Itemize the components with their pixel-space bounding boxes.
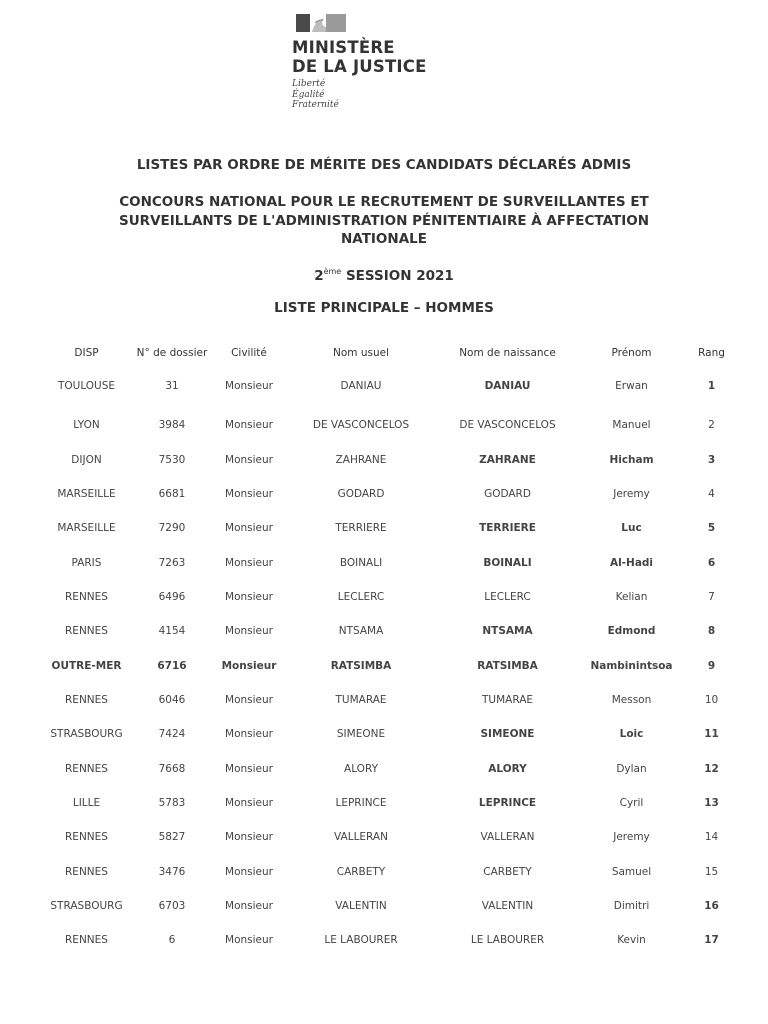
table-row [40,648,740,682]
cell-prenom: Nambinintsoa [590,659,673,672]
cell-rang: 17 [704,934,719,947]
cell-disp: MARSEILLE [57,487,116,500]
cell-nom-usuel: ZAHRANE [335,453,387,466]
document-title: LISTES PAR ORDRE DE MÉRITE DES CANDIDATS DÉCLARÉS ADMIS [136,157,632,173]
cell-dossier: 6716 [157,659,187,672]
motto-liberte: Liberté [292,79,326,89]
cell-civilite: Monsieur [225,796,273,809]
cell-rang: 11 [704,728,719,741]
cell-rang: 10 [704,693,719,706]
cell-rang: 8 [707,625,716,638]
cell-civilite: Monsieur [225,762,273,775]
table-row [40,751,740,785]
cell-dossier: 6 [168,934,176,947]
cell-dossier: 6681 [158,487,186,500]
cell-civilite: Monsieur [225,934,273,947]
col-header-prenom: Prénom [611,347,652,359]
cell-rang: 13 [704,796,719,809]
cell-dossier: 6496 [158,590,186,603]
cell-disp: RENNES [65,590,108,603]
cell-civilite: Monsieur [225,625,273,638]
cell-nom-naissance: CARBETY [483,865,532,878]
cell-civilite: Monsieur [221,659,277,672]
cell-civilite: Monsieur [225,865,273,878]
cell-nom-usuel: LE LABOURER [324,934,398,947]
cell-civilite: Monsieur [225,831,273,844]
marianne-logo-icon [296,14,348,36]
cell-rang: 14 [704,831,719,844]
cell-prenom: Al-Hadi [609,556,654,569]
cell-disp: PARIS [71,556,102,569]
cell-civilite: Monsieur [225,453,273,466]
cell-nom-usuel: TERRIERE [335,522,387,535]
cell-civilite: Monsieur [225,522,273,535]
cell-dossier: 7424 [158,728,186,741]
cell-disp: RENNES [65,934,108,947]
table-row [40,683,740,717]
cell-rang: 1 [707,380,716,392]
col-header-nom-usuel: Nom usuel [332,347,389,359]
cell-rang: 12 [704,762,719,775]
cell-nom-naissance: LE LABOURER [470,934,545,947]
cell-disp: RENNES [65,762,108,775]
session-title [0,263,768,286]
table-row [40,854,740,888]
cell-nom-naissance: DANIAU [484,380,531,392]
table-row [40,442,740,476]
cell-prenom: Jeremy [613,831,650,844]
cell-prenom: Kelian [615,590,648,603]
cell-disp: MARSEILLE [57,522,116,535]
table-row [40,511,740,545]
cell-prenom: Luc [621,522,642,535]
cell-prenom: Cyril [619,796,644,809]
cell-disp: RENNES [65,625,108,638]
cell-disp: STRASBOURG [50,728,123,741]
cell-nom-naissance: ZAHRANE [479,453,536,466]
cell-civilite: Monsieur [225,590,273,603]
cell-nom-naissance: BOINALI [483,556,532,569]
cell-nom-naissance: GODARD [484,487,531,500]
cell-prenom: Samuel [611,865,652,878]
col-header-dossier: N° de dossier [136,347,208,359]
cell-dossier: 5783 [158,796,186,809]
cell-disp: LILLE [72,796,101,809]
cell-civilite: Monsieur [225,728,273,741]
cell-dossier: 3476 [158,865,186,878]
cell-rang: 7 [708,590,715,603]
cell-nom-usuel: LECLERC [337,590,385,603]
cell-dossier: 3984 [158,419,186,432]
cell-nom-usuel: RATSIMBA [330,659,392,672]
competition-title: CONCOURS NATIONAL POUR LE RECRUTEMENT DE SURVEILLANTES ET SURVEILLANTS DE L'ADMINISTRATION PÉNITENTIAIRE À AFFECTATION NATIONALE [118,194,649,247]
cell-prenom: Messon [611,693,652,706]
list-title: LISTE PRINCIPALE – HOMMES [274,300,494,316]
cell-nom-usuel: TUMARAE [335,693,387,706]
col-header-disp: DISP [74,347,99,359]
cell-nom-naissance: VALENTIN [481,899,534,912]
cell-nom-usuel: DANIAU [340,380,382,392]
cell-nom-usuel: VALLERAN [334,831,388,844]
cell-rang: 4 [708,487,715,500]
cell-civilite: Monsieur [225,693,273,706]
cell-nom-usuel: GODARD [337,487,385,500]
cell-disp: OUTRE-MER [51,659,122,672]
cell-prenom: Dylan [616,762,647,775]
cell-nom-naissance: TERRIERE [479,522,536,535]
cell-nom-usuel: BOINALI [339,556,383,569]
cell-disp: TOULOUSE [57,380,116,392]
table-row [40,408,740,442]
cell-dossier: 6703 [158,899,186,912]
session-number: 2 [314,268,324,284]
cell-nom-usuel: NTSAMA [338,625,384,638]
cell-dossier: 6046 [158,693,186,706]
cell-nom-usuel: ALORY [344,762,378,775]
cell-prenom: Edmond [607,625,656,638]
cell-prenom: Loic [619,728,644,741]
cell-dossier: 7530 [158,453,186,466]
cell-nom-naissance: LECLERC [484,590,531,603]
cell-nom-usuel: CARBETY [336,865,386,878]
cell-disp: RENNES [65,831,108,844]
cell-dossier: 31 [165,380,179,392]
cell-disp: LYON [73,419,100,432]
cell-prenom: Dimitri [613,899,650,912]
ministry-logo [292,14,452,111]
table-row [40,923,740,957]
cell-nom-naissance: TUMARAE [481,693,534,706]
cell-disp: STRASBOURG [50,899,123,912]
cell-disp: RENNES [65,693,108,706]
cell-civilite: Monsieur [225,380,273,392]
cell-prenom: Erwan [615,380,648,392]
session-label: SESSION 2021 [345,268,454,284]
ministry-line-2: DE LA JUSTICE [292,57,427,76]
cell-dossier: 5827 [158,831,186,844]
cell-civilite: Monsieur [225,556,273,569]
cell-rang: 15 [704,865,719,878]
cell-nom-naissance: DE VASCONCELOS [459,419,556,432]
session-suffix: ème [323,267,342,276]
cell-nom-usuel: DE VASCONCELOS [312,419,410,432]
table-row [40,786,740,820]
cell-dossier: 7290 [158,522,186,535]
cell-civilite: Monsieur [225,487,273,500]
cell-nom-naissance: LEPRINCE [478,796,537,809]
cell-rang: 5 [707,522,716,535]
cell-nom-naissance: RATSIMBA [477,659,538,672]
results-table [40,342,740,958]
table-header-row [40,342,740,364]
motto-fraternite: Fraternité [292,100,339,110]
cell-prenom: Manuel [612,419,651,432]
ministry-name [292,38,452,76]
cell-dossier: 4154 [158,625,186,638]
cell-prenom: Kevin [617,934,646,947]
table-row [40,820,740,854]
cell-civilite: Monsieur [225,419,273,432]
republic-motto [292,79,452,111]
table-row [40,717,740,751]
cell-rang: 3 [707,453,716,466]
cell-disp: DIJON [71,453,102,466]
table-row [40,889,740,923]
col-header-civilite: Civilité [231,347,267,359]
cell-disp: RENNES [65,865,108,878]
cell-nom-naissance: VALLERAN [480,831,535,844]
table-row [40,614,740,648]
cell-dossier: 7263 [158,556,186,569]
cell-rang: 9 [707,659,716,672]
cell-rang: 6 [707,556,716,569]
cell-nom-usuel: SIMEONE [336,728,386,741]
table-row [40,364,740,408]
cell-dossier: 7668 [158,762,186,775]
cell-nom-usuel: VALENTIN [335,899,387,912]
cell-nom-naissance: SIMEONE [480,728,535,741]
cell-nom-naissance: NTSAMA [482,625,533,638]
motto-egalite: Égalité [292,89,325,100]
cell-civilite: Monsieur [225,899,273,912]
col-header-nom-naissance: Nom de naissance [459,347,556,359]
table-row [40,545,740,579]
ministry-line-1: MINISTÈRE [292,38,395,57]
cell-nom-naissance: ALORY [488,762,527,775]
cell-prenom: Jeremy [613,487,650,500]
table-row [40,580,740,614]
table-row [40,477,740,511]
cell-nom-usuel: LEPRINCE [335,796,387,809]
col-header-rang: Rang [698,347,725,359]
cell-rang: 16 [704,899,719,912]
cell-prenom: Hicham [609,453,654,466]
cell-rang: 2 [708,419,715,432]
